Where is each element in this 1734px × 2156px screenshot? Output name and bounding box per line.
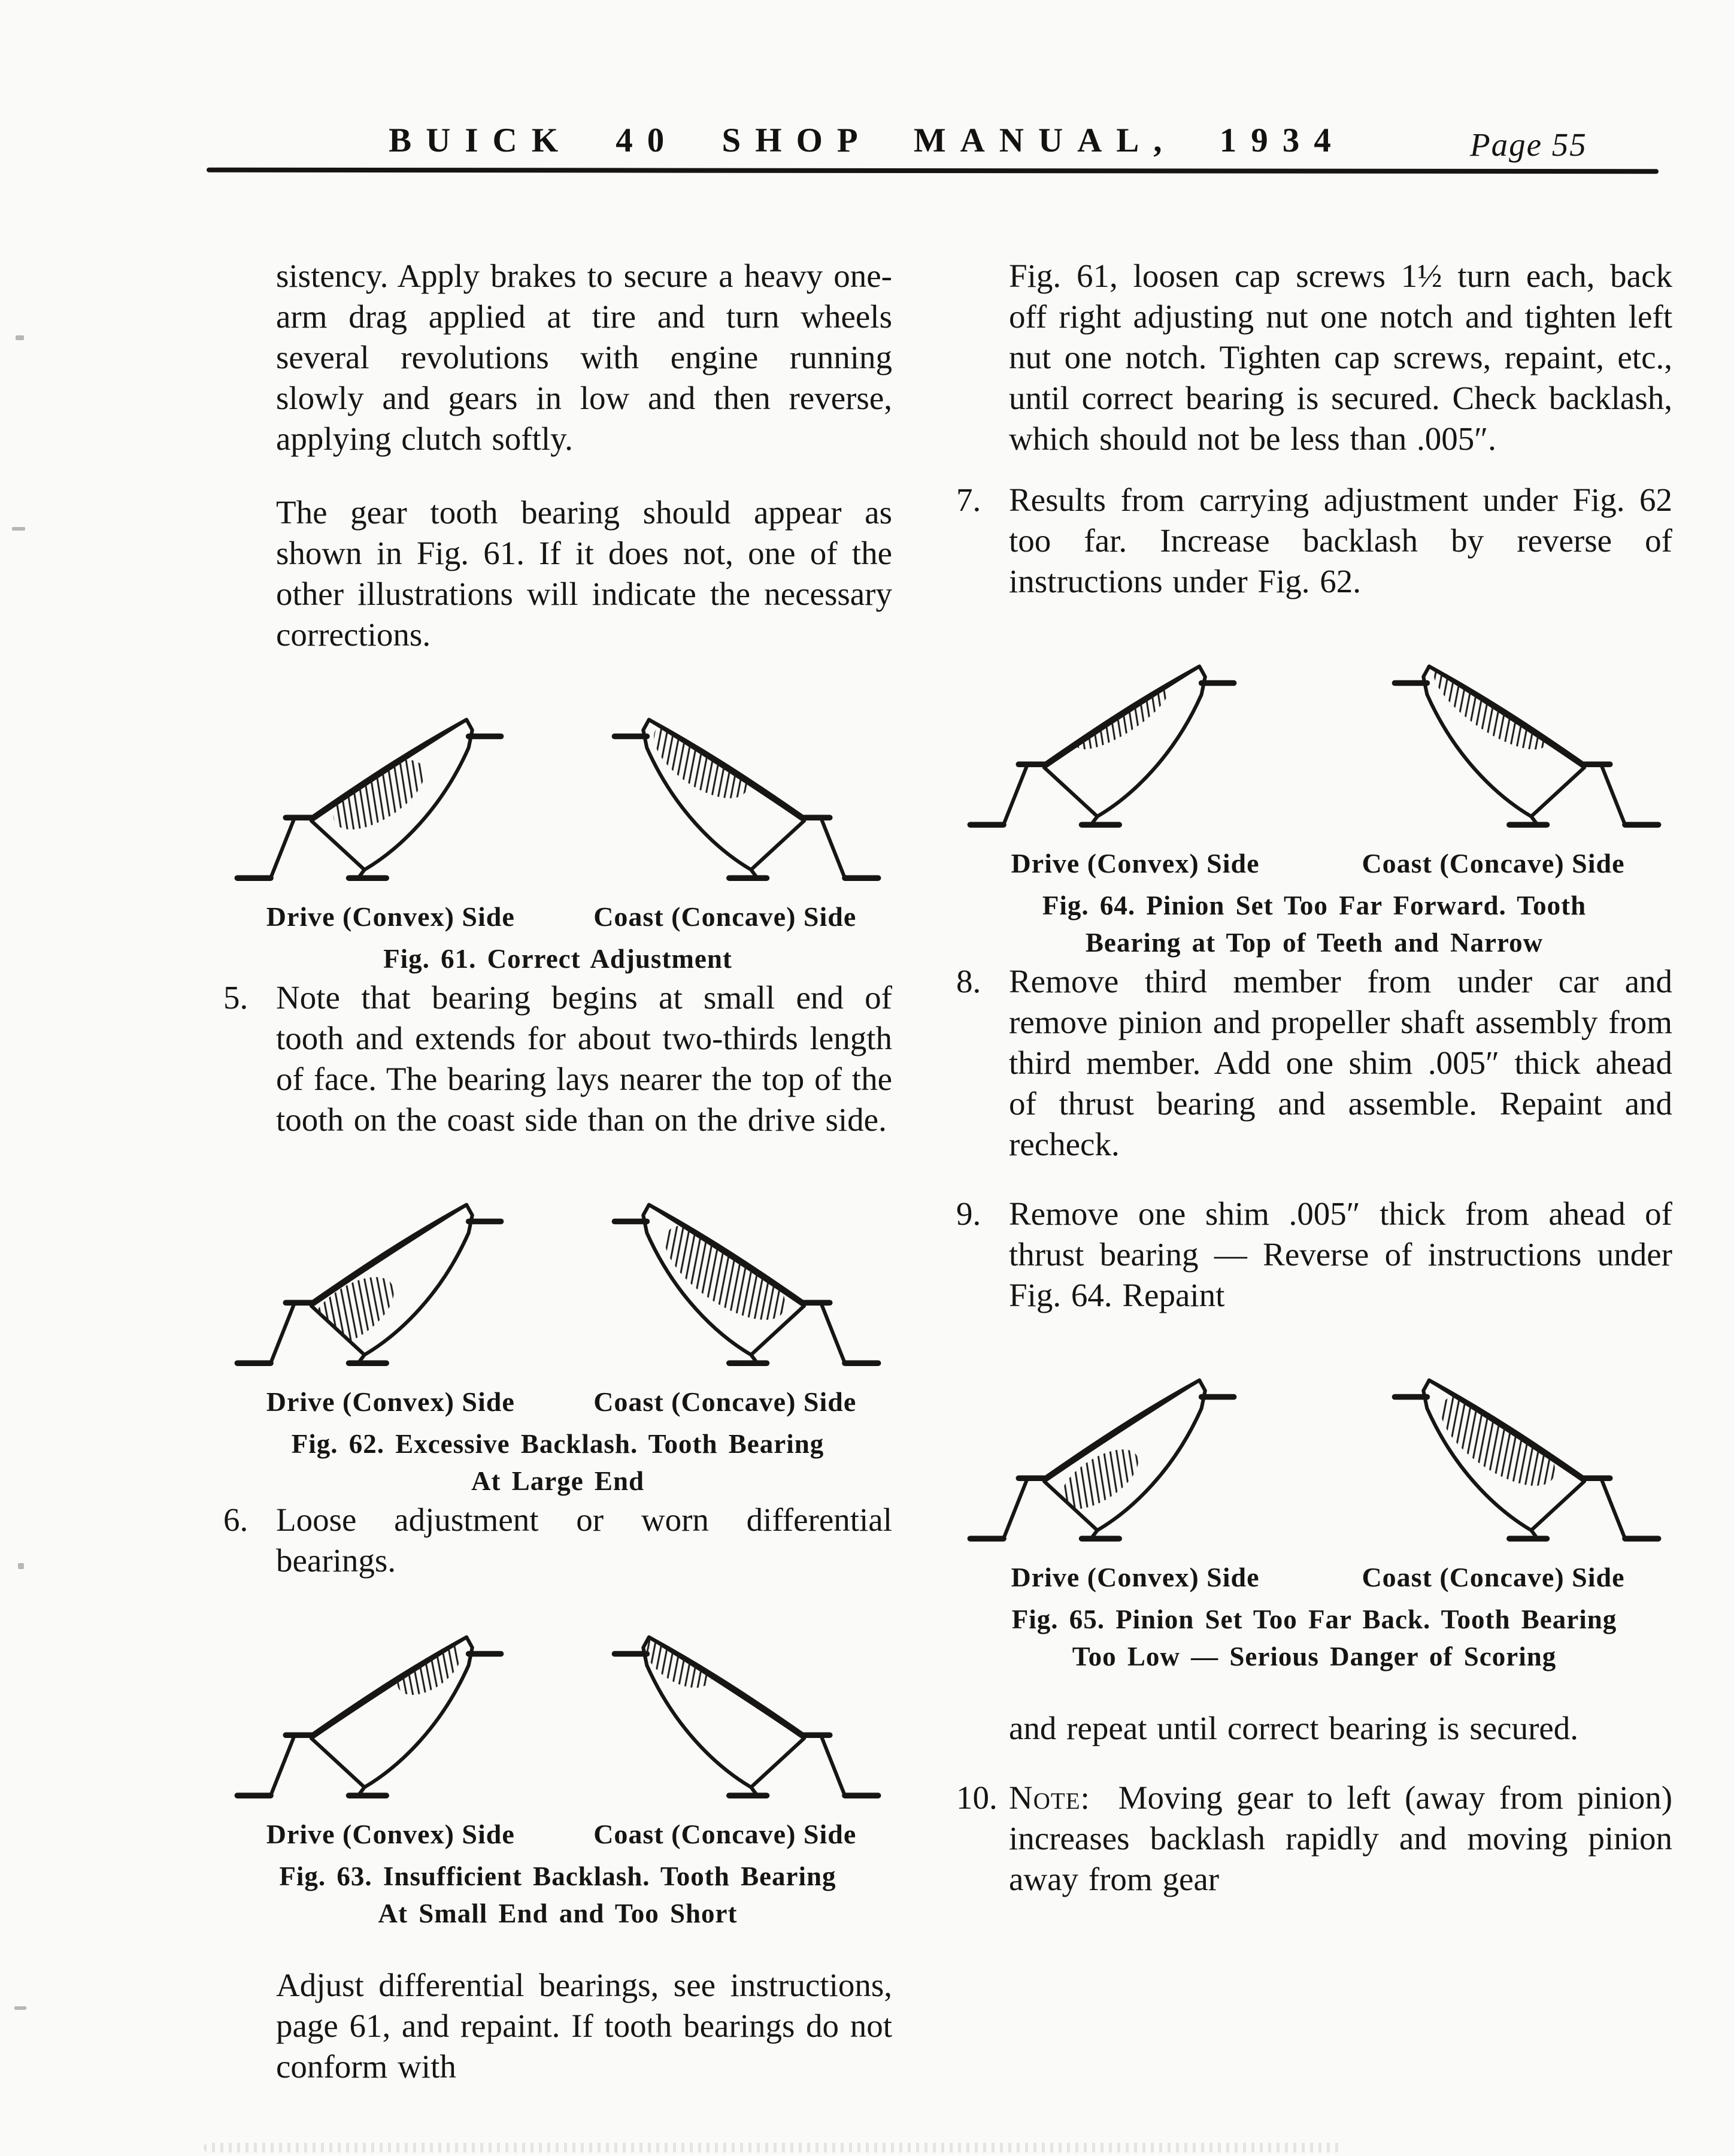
tooth-drawing-coast: [1361, 1347, 1672, 1555]
paragraph-adjust-differential: Adjust differential bearings, see instructions, page 61, and repaint. If tooth bearings do not conform with: [276, 1967, 892, 2085]
item-8-number: 8.: [956, 963, 981, 1000]
tooth-drawing-drive: [956, 633, 1268, 841]
fig65-caption: Fig. 65. Pinion Set Too Far Back. Tooth Bearing Too Low — Serious Danger of Scoring: [1011, 1604, 1617, 1671]
item-7-number: 7.: [956, 482, 981, 518]
page-number: Page 55: [1470, 126, 1587, 163]
figure-63: [223, 1601, 892, 1932]
paragraph-fig61-loosen: Fig. 61, loosen cap screws 1½ turn each, back off right adjusting nut one notch and tighten left nut one notch. Tighten cap screws, repaint, etc., until correct bearing is secured. Check backlash, which should not be less than .005″.: [1009, 258, 1672, 457]
figure-64: [956, 631, 1672, 961]
fig63-drive-label: Drive (Convex) Side: [266, 1819, 515, 1849]
item-6-number: 6.: [223, 1501, 248, 1538]
item-5-text: Note that bearing begins at small end of tooth and extends for about two-thirds length of face. The bearing lays nearer the top of the tooth on the coast side than on the drive side.: [276, 979, 892, 1138]
fig61-drive-label: Drive (Convex) Side: [266, 901, 515, 932]
figure-63-illustrations: [223, 1601, 892, 1812]
item-10: [956, 1778, 1672, 1900]
scan-speck: [16, 335, 24, 340]
fig65-drive-label: Drive (Convex) Side: [1011, 1562, 1260, 1592]
left-column: [223, 223, 892, 2120]
fig62-coast-label: Coast (Concave) Side: [593, 1386, 857, 1417]
paragraph-gear-tooth-bearing: The gear tooth bearing should appear as shown in Fig. 61. If it does not, one of the other illustrations will indicate the necessary corrections.: [276, 494, 892, 653]
figure-62-illustrations: [223, 1169, 892, 1380]
header-rule: [207, 168, 1659, 174]
fig63-coast-label: Coast (Concave) Side: [593, 1819, 857, 1849]
tooth-drawing-drive: [956, 1347, 1268, 1555]
scan-speck: [18, 1563, 24, 1569]
fig63-caption: Fig. 63. Insufficient Backlash. Tooth Bearing At Small End and Too Short: [279, 1861, 836, 1928]
figure-61: [223, 684, 892, 977]
item-5-number: 5.: [223, 979, 248, 1016]
fig61-caption: Fig. 61. Correct Adjustment: [383, 944, 732, 974]
tooth-drawing-drive: [223, 1604, 535, 1812]
fig62-drive-label: Drive (Convex) Side: [266, 1386, 515, 1417]
scan-speck: [12, 527, 25, 531]
tooth-drawing-coast: [581, 1171, 892, 1380]
item-9-number: 9.: [956, 1195, 981, 1232]
figure-61-illustrations: [223, 684, 892, 895]
fig65-coast-label: Coast (Concave) Side: [1362, 1562, 1625, 1592]
figure-62: [223, 1169, 892, 1500]
fig62-caption: Fig. 62. Excessive Backlash. Tooth Bearing At Large End: [291, 1429, 824, 1496]
fig64-coast-label: Coast (Concave) Side: [1362, 848, 1625, 879]
item-10-number: 10.: [956, 1779, 998, 1816]
item-6: [223, 1500, 892, 1581]
figure-65-illustrations: [956, 1345, 1672, 1555]
item-9-text: Remove one shim .005″ thick from ahead of thrust bearing — Reverse of instructions under Fig. 64. Repaint: [1009, 1195, 1672, 1313]
figure-64-illustrations: [956, 631, 1672, 841]
item-7: [956, 480, 1672, 602]
item-10-note-label: Note:: [1009, 1779, 1090, 1816]
scan-bottom-band: [204, 2143, 1341, 2152]
fig64-drive-label: Drive (Convex) Side: [1011, 848, 1260, 879]
item-10-note-text: Moving gear to left (away from pinion) increases backlash rapidly and moving pinion away from gear: [1009, 1779, 1673, 1897]
item-5: [223, 977, 892, 1140]
item-8-text: Remove third member from under car and remove pinion and propeller shaft assembly from third member. Add one shim .005″ thick ahead of thrust bearing and assemble. Repaint and recheck.: [1009, 963, 1672, 1162]
item-7-text: Results from carrying adjustment under Fig. 62 too far. Increase backlash by reverse of instructions under Fig. 62.: [1009, 482, 1672, 599]
tooth-drawing-drive: [223, 686, 535, 895]
item-8: [956, 961, 1672, 1165]
paragraph-sistency: sistency. Apply brakes to secure a heavy one-arm drag applied at tire and turn wheels several revolutions with engine running slowly and gears in low and then reverse, applying clutch softly.: [276, 258, 892, 457]
item-6-text: Loose adjustment or worn differential bearings.: [276, 1501, 892, 1579]
paragraph-and-repeat: and repeat until correct bearing is secured.: [1009, 1710, 1579, 1746]
figure-65: [956, 1345, 1672, 1675]
item-9: [956, 1194, 1672, 1316]
scan-speck: [14, 2006, 26, 2010]
fig64-caption: Fig. 64. Pinion Set Too Far Forward. Tooth Bearing at Top of Teeth and Narrow: [1042, 891, 1587, 958]
tooth-drawing-coast: [1361, 633, 1672, 841]
page-title: BUICK 40 SHOP MANUAL, 1934: [389, 122, 1345, 159]
tooth-drawing-coast: [581, 1604, 892, 1812]
fig61-coast-label: Coast (Concave) Side: [593, 901, 857, 932]
tooth-drawing-drive: [223, 1171, 535, 1380]
item-10-text: [1009, 1778, 1672, 1900]
right-column: [956, 223, 1672, 1900]
tooth-drawing-coast: [581, 686, 892, 895]
